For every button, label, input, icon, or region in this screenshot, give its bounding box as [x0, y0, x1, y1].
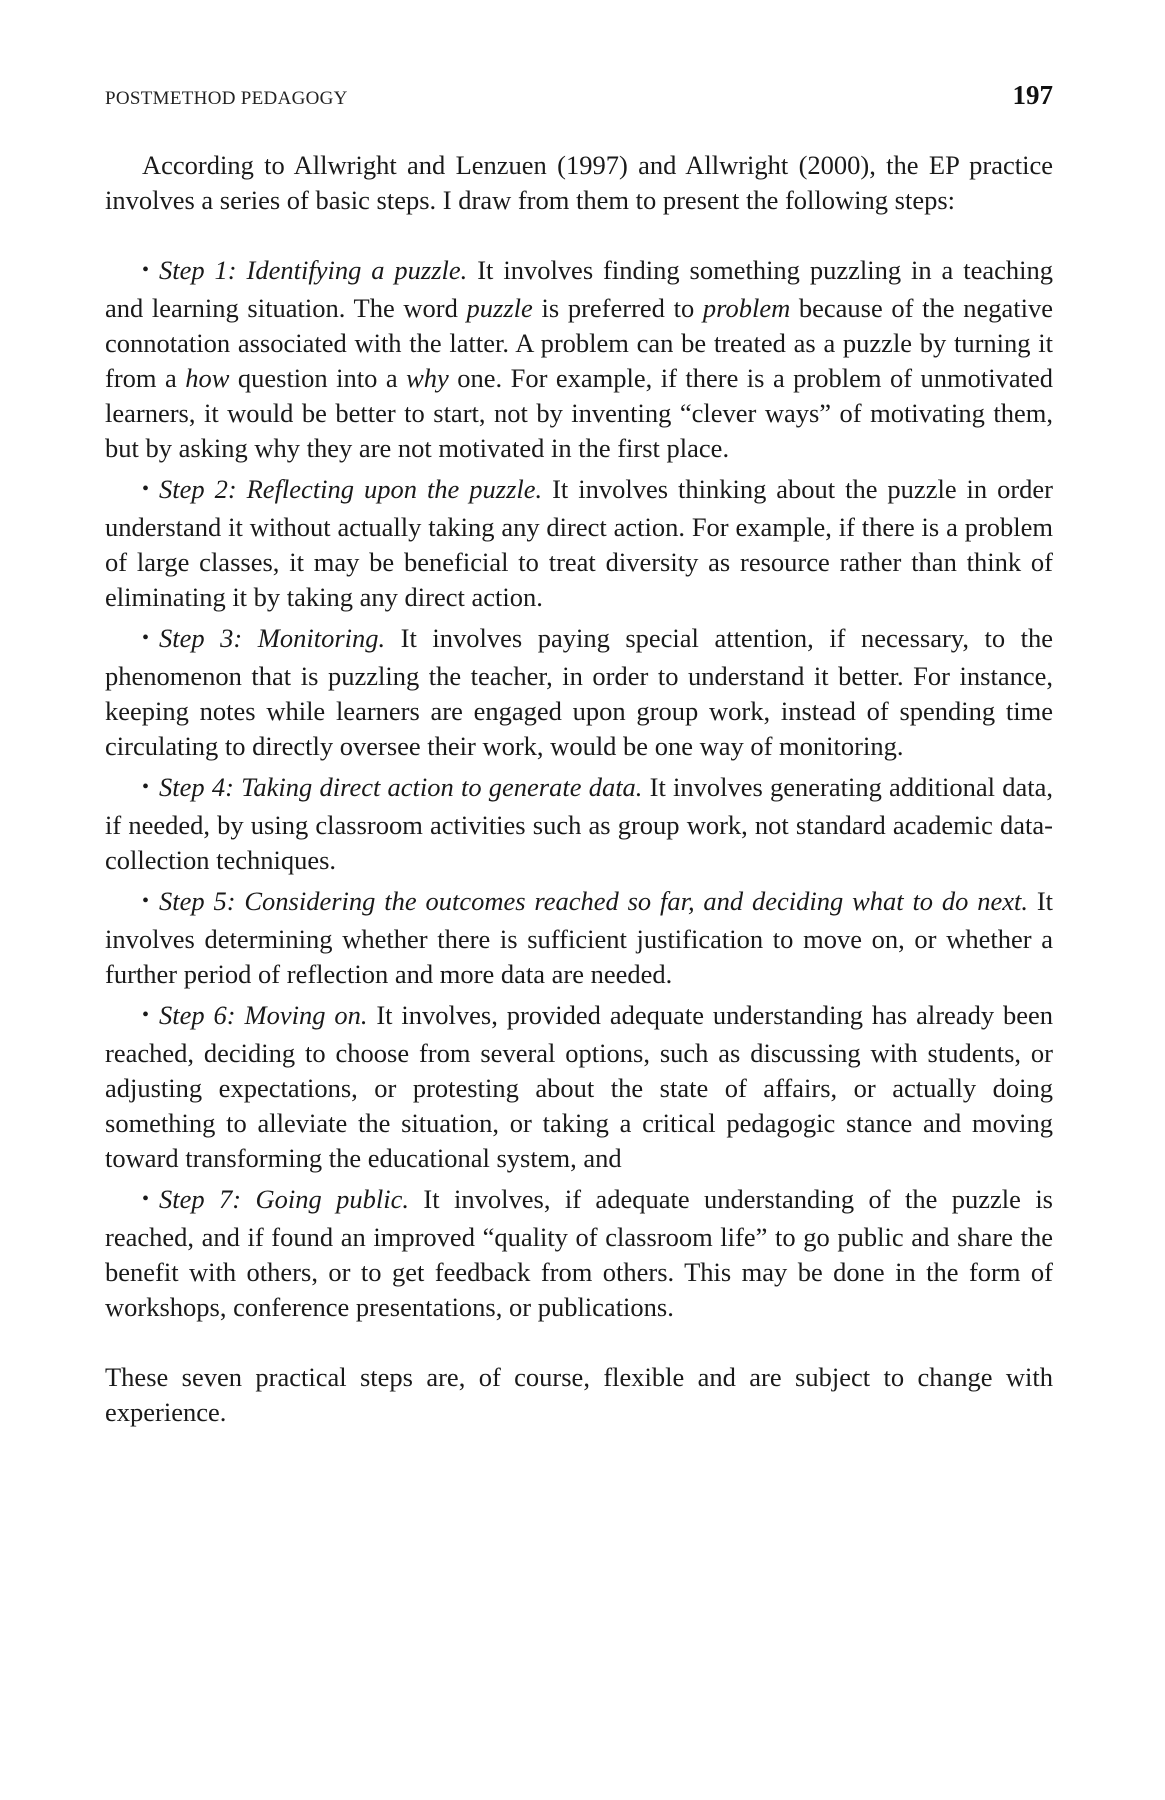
bullet-icon: • — [142, 1188, 150, 1210]
step-6-title: Step 6: Moving on. — [159, 1000, 368, 1030]
step-1-text-part: because of the negative connotation associated with the latter. A problem can be treated as a puzzle by turning it from a — [105, 293, 1053, 393]
step-5 — [105, 884, 1053, 992]
closing-paragraph: These seven practical steps are, of course, flexible and are subject to change with experience. — [105, 1362, 1053, 1427]
bullet-icon: • — [142, 627, 150, 649]
term-how: how — [185, 363, 230, 393]
step-2-title: Step 2: Reflecting upon the puzzle. — [159, 474, 543, 504]
step-1 — [105, 253, 1053, 466]
step-4-text: It involves generating additional data, if needed, by using classroom activities such as group work, not standard academic data-collection techniques. — [105, 772, 1053, 875]
running-title: POSTMETHOD PEDAGOGY — [105, 88, 348, 109]
term-problem: problem — [702, 293, 791, 323]
bullet-icon: • — [142, 478, 150, 500]
step-7-text: It involves, if adequate understanding of the puzzle is reached, and if found an improved “quality of classroom life” to go public and share the benefit with others, or to get feedback from others. This may be done in the form of workshops, conference presentations, or publications. — [105, 1184, 1053, 1322]
step-2 — [105, 472, 1053, 615]
step-7-title: Step 7: Going public. — [159, 1184, 410, 1214]
running-head — [105, 80, 1053, 120]
step-3 — [105, 621, 1053, 764]
step-5-text: It involves determining whether there is sufficient justification to move on, or whether a further period of reflection and more data are needed. — [105, 886, 1054, 989]
step-6-text: It involves, provided adequate understanding has already been reached, deciding to choose from several options, such as discussing with students, or adjusting expectations, or protesting about the state of affairs, or actually doing something to alleviate the situation, or taking a critical pedagogic stance and moving toward transforming the educational system, and — [105, 1000, 1053, 1173]
step-4-title: Step 4: Taking direct action to generate data. — [159, 772, 643, 802]
bullet-icon: • — [142, 890, 150, 912]
step-1-text-part: It involves finding something puzzling in a teaching and learning situation. The word — [105, 255, 1053, 323]
body-text — [105, 148, 1053, 1430]
step-6 — [105, 998, 1053, 1176]
step-1-text-part: question into a — [229, 363, 407, 393]
step-1-title: Step 1: Identifying a puzzle. — [159, 255, 468, 285]
step-3-text: It involves paying special attention, if necessary, to the phenomenon that is puzzling the teacher, in order to understand it better. For instance, keeping notes while learners are engaged upon group work, instead of spending time circulating to directly oversee their work, would be one way of monitoring. — [105, 623, 1053, 761]
step-5-title: Step 5: Considering the outcomes reached so far, and deciding what to do next. — [159, 886, 1028, 916]
step-1-text-part: one. For example, if there is a problem of unmotivated learners, it would be better to start, not by inventing “clever ways” of motivating them, but by asking why they are not motivated in the first place. — [105, 363, 1053, 463]
bullet-icon: • — [142, 259, 150, 281]
step-4 — [105, 770, 1053, 878]
bullet-icon: • — [142, 1004, 150, 1026]
step-1-text-part: is preferred to — [532, 293, 703, 323]
step-7 — [105, 1182, 1053, 1325]
step-2-text: It involves thinking about the puzzle in order understand it without actually taking any direct action. For example, if there is a problem of large classes, it may be beneficial to treat diversity as resource rather than think of eliminating it by taking any direct action. — [105, 474, 1054, 612]
steps-list — [105, 253, 1053, 1325]
term-puzzle: puzzle — [466, 293, 533, 323]
term-why: why — [406, 363, 449, 393]
bullet-icon: • — [142, 776, 150, 798]
page-number: 197 — [1012, 80, 1053, 110]
intro-paragraph: According to Allwright and Lenzuen (1997) and Allwright (2000), the EP practice involves a series of basic steps. I draw from them to present the following steps: — [105, 150, 1053, 215]
step-3-title: Step 3: Monitoring. — [159, 623, 386, 653]
